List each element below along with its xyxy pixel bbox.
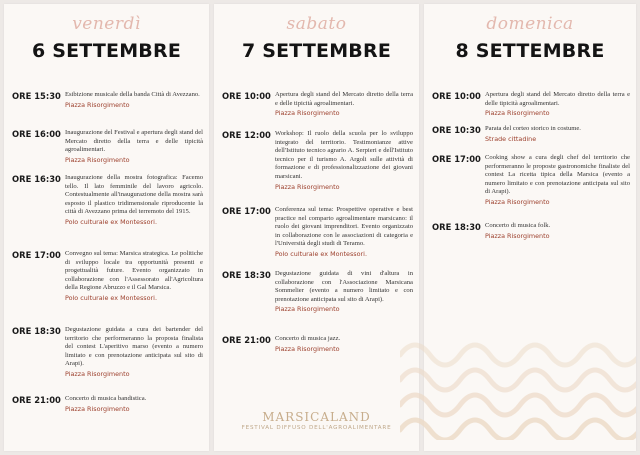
event-time: ORE 18:30 — [12, 326, 61, 336]
event-description: Conferenza sul tema: Prospettive operative e best practice nel comparto agroalimentare marsicano: il ruolo dei giovani imprenditori. Evento organizzato in collaborazione con le associazioni di categoria e l'Università degli studi di Teramo. — [275, 206, 413, 248]
event-item — [222, 270, 413, 314]
event-item — [12, 250, 203, 303]
day-script-label: domenica — [486, 14, 574, 34]
event-description: Apertura degli stand del Mercato diretto della terra e delle tipicità agroalimentari. — [275, 91, 413, 107]
event-description: Concerto di musica jazz. — [275, 335, 341, 342]
event-description: Inaugurazione della mostra fotografica: Facemo tello. Il lato femminile del lavoro agricolo. Contestualmente all'inaugurazione della mostra sarà esposto il plastico tridimensionale riproducente la città di Avezzano prima del terremoto del 1915. — [65, 174, 203, 216]
event-time: ORE 10:30 — [432, 125, 481, 135]
event-item — [432, 91, 630, 118]
event-location: Piazza Risorgimento — [275, 109, 340, 118]
event-location: Piazza Risorgimento — [275, 182, 340, 191]
event-location: Piazza Risorgimento — [65, 100, 130, 109]
day-script-label: venerdì — [72, 14, 141, 34]
event-location: Piazza Risorgimento — [65, 369, 130, 378]
event-time: ORE 18:30 — [432, 222, 481, 232]
event-location: Piazza Risorgimento — [65, 404, 130, 413]
event-item — [222, 130, 413, 191]
festival-brand — [214, 410, 419, 431]
brand-subtitle: FESTIVAL DIFFUSO DELL'AGROALIMENTARE — [241, 425, 392, 431]
event-description: Concerto di musica folk. — [485, 222, 551, 229]
event-time: ORE 10:00 — [432, 91, 481, 101]
event-description: Convegno sul tema: Marsica strategica. Le politiche di sviluppo locale tra opportunità presenti e progettualità future. Evento organizzato in collaborazione con l'Assessorato all'Agricoltura della Regione Abruzzo e il Gal Marsica. — [65, 250, 203, 292]
event-item — [222, 206, 413, 259]
event-item — [12, 91, 203, 109]
event-time: ORE 21:00 — [222, 335, 271, 345]
event-location: Strade cittadine — [485, 134, 537, 143]
event-location: Polo culturale ex Montessori. — [65, 217, 157, 226]
event-time: ORE 16:30 — [12, 174, 61, 184]
decorative-wave-pattern — [400, 330, 636, 440]
event-item — [432, 125, 630, 143]
event-time: ORE 17:00 — [12, 250, 61, 260]
event-location: Piazza Risorgimento — [275, 305, 340, 314]
event-item — [12, 174, 203, 227]
event-location: Piazza Risorgimento — [485, 197, 550, 206]
event-description: Degustazione guidata di vini d'altura in collaborazione con l'Associazione Marsicana Sommelier (evento a numero limitato e con prenotazione anticipata sul sito di Arapi). — [275, 270, 413, 303]
event-description: Degustazione guidata a cura dei bartender del territorio che performeranno la proposta finalista del contest L'aperitivo marso (evento a numero limitato e con prenotazione anticipata sul sito di Arapi). — [65, 326, 203, 368]
event-item — [12, 395, 203, 413]
day-date: 7 SETTEMBRE — [241, 40, 392, 62]
event-description: Esibizione musicale della banda Città di Avezzano. — [65, 91, 200, 98]
day-panel-friday — [4, 4, 209, 451]
event-description: Apertura degli stand del Mercato diretto della terra e delle tipicità agroalimentari. — [485, 91, 630, 107]
event-location: Piazza Risorgimento — [485, 231, 550, 240]
day-date: 6 SETTEMBRE — [31, 40, 182, 62]
event-description: Cooking show a cura degli chef del territorio che performeranno le proposte gastronomiche finaliste del contest La ricetta tipica della Marsica (evento a numero limitato e con prenotazione anticipata sul sito di Arapi). — [485, 154, 630, 196]
event-time: ORE 17:00 — [222, 206, 271, 216]
event-time: ORE 10:00 — [222, 91, 271, 101]
brand-logo-text: MARSICALAND — [262, 410, 371, 424]
event-time: ORE 17:00 — [432, 154, 481, 164]
day-panel-saturday — [214, 4, 419, 451]
event-location: Polo culturale ex Montessori. — [65, 293, 157, 302]
event-item — [12, 129, 203, 164]
event-item — [432, 222, 630, 240]
event-time: ORE 21:00 — [12, 395, 61, 405]
event-item — [12, 326, 203, 379]
event-time: ORE 15:30 — [12, 91, 61, 101]
event-time: ORE 12:00 — [222, 130, 271, 140]
event-location: Polo culturale ex Montessori. — [275, 249, 367, 258]
event-item — [222, 91, 413, 118]
event-time: ORE 18:30 — [222, 270, 271, 280]
event-time: ORE 16:00 — [12, 129, 61, 139]
day-date: 8 SETTEMBRE — [455, 40, 605, 62]
event-item — [222, 335, 413, 353]
event-description: Workshop: Il ruolo della scuola per lo sviluppo integrato del territorio. Testimonianze attive dell'Istituto tecnico agrario A. Serpieri e dell'Istituto tecnico per il turismo A. Argoli sulle attività di formazione e di professionalizzazione dei giovani marsicani. — [275, 130, 413, 180]
event-item — [432, 154, 630, 207]
event-location: Piazza Risorgimento — [275, 344, 340, 353]
event-description: Inaugurazione del Festival e apertura degli stand del Mercato diretto della terra e delle tipicità agroalimentari. — [65, 129, 203, 154]
day-script-label: sabato — [286, 14, 347, 34]
event-location: Piazza Risorgimento — [65, 155, 130, 164]
event-description: Parata del corteo storico in costume. — [485, 125, 581, 132]
event-location: Piazza Risorgimento — [485, 109, 550, 118]
event-description: Concerto di musica bandistica. — [65, 395, 147, 402]
